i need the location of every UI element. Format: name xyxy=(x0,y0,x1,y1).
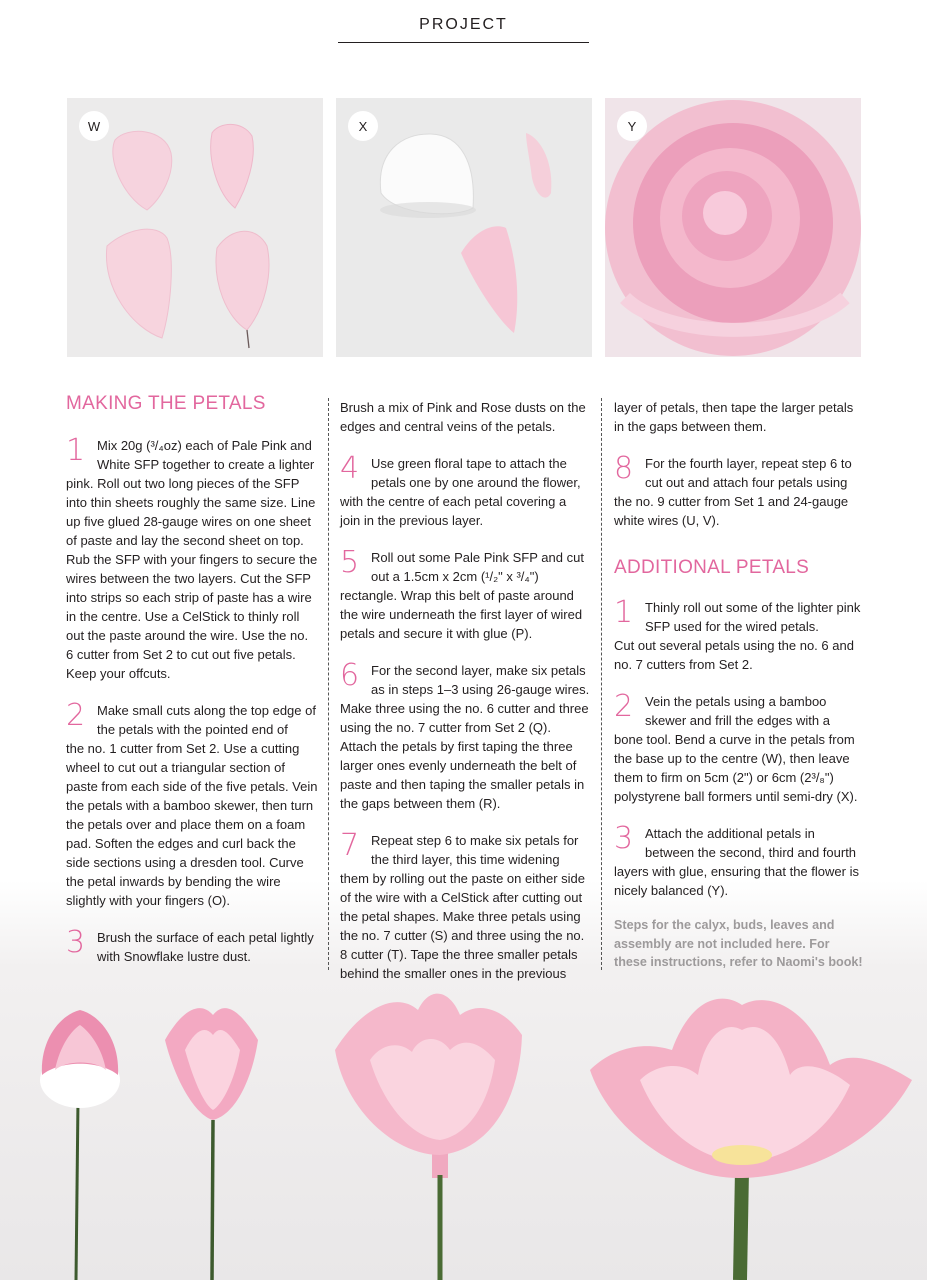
photo-label-x: X xyxy=(348,111,378,141)
step-text-lead: Brush the surface of each petal lightly with Snowflake lustre dust. xyxy=(97,930,314,964)
intro-text: Brush a mix of Pink and Rose dusts on the edges and central veins of the petals. xyxy=(340,400,586,434)
additional-step-2 xyxy=(614,689,864,806)
column-3 xyxy=(614,398,864,972)
step-6 xyxy=(340,658,590,813)
column-divider xyxy=(601,398,602,970)
step-text-lead: For the fourth layer, repeat step 6 to cut out and attach four petals using xyxy=(645,456,852,490)
step-number: 1 xyxy=(614,595,634,630)
step-number: 3 xyxy=(66,925,86,960)
photo-label-y: Y xyxy=(617,111,647,141)
additional-step-1 xyxy=(614,595,864,674)
step-text-lead: Use green floral tape to attach the petals one by one around the flower, xyxy=(371,456,581,490)
intro-text: layer of petals, then tape the larger petals in the gaps between them. xyxy=(614,400,854,434)
step-number: 1 xyxy=(66,433,86,468)
step-number: 2 xyxy=(66,698,86,733)
step-number: 8 xyxy=(614,451,634,486)
step-number: 5 xyxy=(340,545,360,580)
step-number: 7 xyxy=(340,828,360,863)
step-text: pink. Roll out two long pieces of the SFP into thin sheets roughly the same size. Line up five glued 28-gauge wires on one sheet of paste and lay the second sheet on top. Rub the SFP with your fingers to secure the wires between the two layers. Cut the SFP into strips so each strip of paste has a wire in the centre. Use a CelStick to thinly roll out the paste around the wire. Use the no. 6 cutter from Set 2 to cut out five petals. Keep your offcuts. xyxy=(66,476,318,681)
step-4 xyxy=(340,451,590,530)
step-text-lead: Attach the additional petals in between the second, third and fourth xyxy=(645,826,857,860)
step-text: with the centre of each petal covering a join in the previous layer. xyxy=(340,494,567,528)
header-rule xyxy=(338,42,589,43)
step-number: 6 xyxy=(340,658,360,693)
additional-step-3 xyxy=(614,821,864,900)
step-text-lead: Roll out some Pale Pink SFP and cut out a 1.5cm x 2cm (¹/₂" x ³/₄") xyxy=(371,550,584,584)
note-text: Steps for the calyx, buds, leaves and assembly are not included here. For these instructions, refer to Naomi's book! xyxy=(614,918,863,969)
section-title-making-petals: MAKING THE PETALS xyxy=(66,393,266,414)
step-7 xyxy=(340,828,590,983)
step-number: 3 xyxy=(614,821,634,856)
column-2 xyxy=(340,398,590,983)
step-3 xyxy=(66,925,318,966)
step-text-lead: Mix 20g (³/₄oz) each of Pale Pink and White SFP together to create a lighter xyxy=(97,438,315,472)
step-text-lead: Make small cuts along the top edge of the petals with the pointed end of xyxy=(97,703,316,737)
flower-progression-image xyxy=(0,980,927,1280)
step-text: Make three using the no. 6 cutter and three using the no. 7 cutter from Set 2 (Q). Attach the petals by first taping the three larger ones evenly underneath the belt of paste and then taping the smaller petals in the gaps between them (R). xyxy=(340,701,589,811)
section-title-additional-petals: ADDITIONAL PETALS xyxy=(614,557,810,578)
step-text: them by rolling out the paste on either side of the wire with a CelStick after cutting out the petal shapes. Make three petals using the no. 7 cutter (S) and three using the no. 8 cutter (T). Tape the three smaller petals behind the smaller ones in the previous xyxy=(340,871,585,981)
step-5 xyxy=(340,545,590,643)
photo-label-w: W xyxy=(79,111,109,141)
photo-y-finished-peony xyxy=(605,98,861,357)
step-number: 4 xyxy=(340,451,360,486)
step-1 xyxy=(66,433,318,683)
column-1 xyxy=(66,392,318,966)
step-text-lead: Repeat step 6 to make six petals for the third layer, this time widening xyxy=(371,833,579,867)
step-text: bone tool. Bend a curve in the petals from the base up to the centre (W), then leave them to firm on 5cm (2") or 6cm (2³/₈") polystyrene ball formers until semi-dry (X). xyxy=(614,732,858,804)
step-number: 2 xyxy=(614,689,634,724)
page-header-title: PROJECT xyxy=(419,16,508,33)
step-text: rectangle. Wrap this belt of paste around the wire underneath the first layer of wired petals and secure it with glue (P). xyxy=(340,588,583,641)
step-text: the no. 9 cutter from Set 1 and 24-gauge white wires (U, V). xyxy=(614,494,849,528)
step-text-lead: Thinly roll out some of the lighter pink SFP used for the wired petals. xyxy=(645,600,861,634)
step-text: the no. 1 cutter from Set 2. Use a cutting wheel to cut out a triangular section of paste from each side of the five petals. Vein the petals with a bamboo skewer, then turn the petals over and place them on a foam pad. Soften the edges and curl back the side sections using a dresden tool. Curve the petal inwards by bending the wire slightly with your fingers (O). xyxy=(66,741,318,908)
step-text: Cut out several petals using the no. 6 and no. 7 cutters from Set 2. xyxy=(614,638,854,672)
photo-x-ball-former xyxy=(336,98,592,357)
step-text-lead: Vein the petals using a bamboo skewer and frill the edges with a xyxy=(645,694,830,728)
photo-w-sugar-petals xyxy=(67,98,323,357)
column-divider xyxy=(328,398,329,970)
step-text-lead: For the second layer, make six petals as in steps 1–3 using 26-gauge wires. xyxy=(371,663,590,697)
step-2 xyxy=(66,698,318,910)
step-text: layers with glue, ensuring that the flower is nicely balanced (Y). xyxy=(614,864,859,898)
step-8 xyxy=(614,451,864,530)
